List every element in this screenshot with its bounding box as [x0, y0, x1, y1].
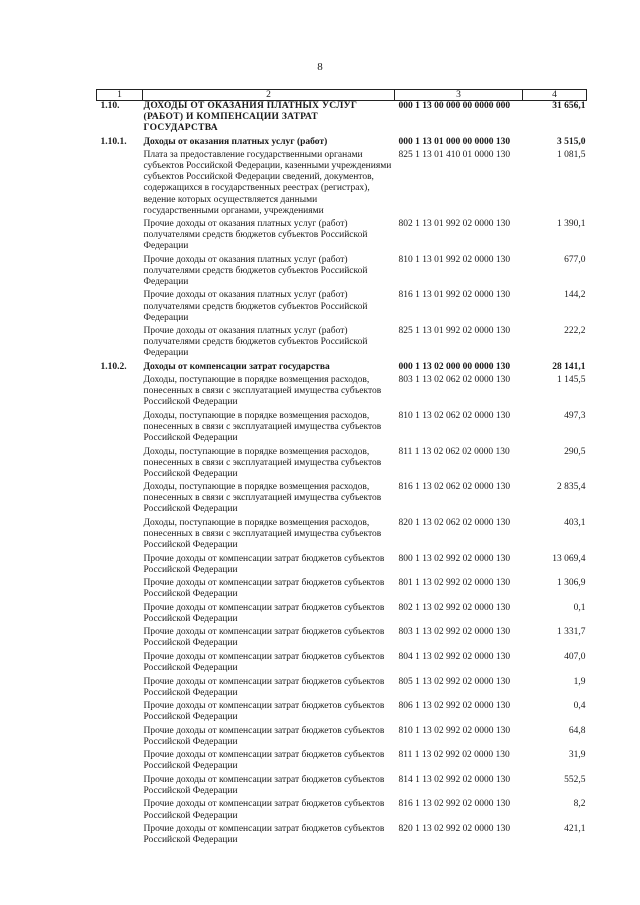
row-value: 1 145,5 [557, 375, 586, 386]
table-row [97, 290, 587, 326]
row-code: 814 1 13 02 992 02 0000 130 [398, 774, 511, 785]
row-number: 1.10.2. [100, 361, 127, 372]
row-code: 810 1 13 02 992 02 0000 130 [398, 725, 511, 736]
row-value: 403,1 [564, 517, 586, 528]
row-number [97, 701, 143, 726]
row-name: Прочие доходы от компенсации затрат бюджетов субъектов Российской Федерации [143, 553, 385, 575]
header-col-2: 2 [143, 90, 395, 101]
table-row [97, 775, 587, 800]
row-code: 816 1 13 02 992 02 0000 130 [398, 799, 511, 810]
row-code: 803 1 13 02 992 02 0000 130 [398, 627, 511, 638]
table-row [97, 652, 587, 677]
header-row [97, 90, 587, 101]
row-name: Доходы от компенсации затрат государства [143, 361, 330, 372]
row-number [97, 652, 143, 677]
row-value: 144,2 [564, 290, 586, 301]
row-number [97, 627, 143, 652]
row-value: 497,3 [564, 410, 586, 421]
row-value: 1,9 [573, 676, 586, 687]
table-row [97, 677, 587, 702]
row-name: Прочие доходы от компенсации затрат бюджетов субъектов Российской Федерации [143, 725, 385, 747]
row-name: ДОХОДЫ ОТ ОКАЗАНИЯ ПЛАТНЫХ УСЛУГ (РАБОТ) И КОМПЕНСАЦИИ ЗАТРАТ ГОСУДАРСТВА [143, 101, 358, 134]
table-row [97, 375, 587, 411]
row-value: 407,0 [564, 651, 586, 662]
table-row [97, 150, 587, 219]
row-name: Прочие доходы от компенсации затрат бюджетов субъектов Российской Федерации [143, 651, 385, 674]
table-header [97, 90, 587, 101]
row-number [97, 375, 143, 411]
row-code: 825 1 13 01 992 02 0000 130 [398, 326, 511, 337]
row-name: Доходы, поступающие в порядке возмещения расходов, понесенных в связи с эксплуатацией имущества субъектов Российской Федерации [143, 482, 382, 515]
table-row [97, 255, 587, 291]
row-name: Доходы от оказания платных услуг (работ) [143, 136, 328, 147]
row-value: 421,1 [564, 824, 586, 834]
header-col-1: 1 [97, 90, 143, 101]
row-value: 1 306,9 [557, 578, 586, 589]
row-code: 000 1 13 01 000 00 0000 130 [398, 136, 511, 147]
table-row [97, 627, 587, 652]
table-row [97, 750, 587, 775]
row-code: 802 1 13 02 992 02 0000 130 [398, 602, 511, 613]
row-name: Плата за предоставление государственными органами субъектов Российской Федерации, казенными учреждениями субъектов Российской Федерации сведений, документов, содержащихся в государственных реестрах (регистрах), ведение которых осуществляется данными государственными органами, учреждениями [143, 150, 392, 216]
table-row [97, 482, 587, 518]
row-number [97, 447, 143, 483]
row-code: 000 1 13 02 000 00 0000 130 [398, 361, 511, 372]
row-value: 13 069,4 [552, 553, 586, 564]
table-row [97, 701, 587, 726]
row-number: 1.10.1. [100, 136, 127, 147]
row-value: 64,8 [568, 725, 586, 736]
row-value: 28 141,1 [552, 361, 586, 372]
table-row [97, 824, 587, 849]
row-value: 8,2 [573, 799, 586, 810]
table-body [97, 101, 587, 849]
row-name: Прочие доходы от компенсации затрат бюджетов субъектов Российской Федерации [143, 701, 385, 723]
row-name: Прочие доходы от компенсации затрат бюджетов субъектов Российской Федерации [143, 602, 385, 624]
row-value: 1 331,7 [557, 627, 586, 638]
row-value: 1 390,1 [557, 219, 586, 230]
row-code: 816 1 13 02 062 02 0000 130 [398, 482, 511, 493]
row-number [97, 411, 143, 447]
row-number [97, 255, 143, 291]
row-value: 677,0 [564, 254, 586, 265]
row-code: 803 1 13 02 062 02 0000 130 [398, 375, 511, 386]
row-code: 820 1 13 02 062 02 0000 130 [398, 517, 511, 528]
row-name: Доходы, поступающие в порядке возмещения расходов, понесенных в связи с эксплуатацией имущества субъектов Российской Федерации [143, 446, 382, 479]
row-name: Прочие доходы от оказания платных услуг (работ) получателями средств бюджетов субъектов Российской Федерации [143, 219, 368, 252]
table-row [97, 726, 587, 751]
row-number [97, 150, 143, 219]
row-name: Прочие доходы от оказания платных услуг (работ) получателями средств бюджетов субъектов Российской Федерации [143, 326, 368, 359]
row-number [97, 518, 143, 554]
header-col-3: 3 [395, 90, 523, 101]
header-col-4: 4 [523, 90, 587, 101]
row-code: 816 1 13 01 992 02 0000 130 [398, 290, 511, 301]
row-name: Доходы, поступающие в порядке возмещения расходов, понесенных в связи с эксплуатацией имущества субъектов Российской Федерации [143, 375, 382, 408]
row-name: Доходы, поступающие в порядке возмещения расходов, понесенных в связи с эксплуатацией имущества субъектов Российской Федерации [143, 517, 382, 551]
row-value: 552,5 [564, 774, 586, 785]
row-number [97, 603, 143, 628]
row-value: 31 656,1 [552, 101, 586, 111]
row-number [97, 677, 143, 702]
row-value: 1 081,5 [557, 150, 586, 161]
row-code: 820 1 13 02 992 02 0000 130 [398, 824, 511, 834]
row-name: Прочие доходы от компенсации затрат бюджетов субъектов Российской Федерации [143, 824, 385, 846]
row-name: Доходы, поступающие в порядке возмещения расходов, понесенных в связи с эксплуатацией имущества субъектов Российской Федерации [143, 410, 382, 444]
row-value: 0,4 [573, 701, 586, 712]
row-value: 222,2 [564, 326, 586, 337]
table-row [97, 799, 587, 824]
revenue-table [96, 89, 587, 849]
row-name: Прочие доходы от компенсации затрат бюджетов субъектов Российской Федерации [143, 774, 385, 796]
table-row [97, 554, 587, 579]
table-row [97, 603, 587, 628]
row-number [97, 554, 143, 579]
row-value: 290,5 [564, 446, 586, 457]
row-code: 811 1 13 02 992 02 0000 130 [398, 750, 510, 761]
row-code: 804 1 13 02 992 02 0000 130 [398, 651, 511, 662]
row-value: 0,1 [573, 602, 586, 613]
row-code: 801 1 13 02 992 02 0000 130 [398, 578, 511, 589]
row-number [97, 578, 143, 603]
row-name: Прочие доходы от компенсации затрат бюджетов субъектов Российской Федерации [143, 627, 385, 649]
row-number [97, 799, 143, 824]
row-number [97, 726, 143, 751]
row-name: Прочие доходы от оказания платных услуг (работ) получателями средств бюджетов субъектов Российской Федерации [143, 254, 368, 287]
page-number: 8 [317, 61, 323, 73]
row-name: Прочие доходы от оказания платных услуг (работ) получателями средств бюджетов субъектов Российской Федерации [143, 290, 368, 323]
row-name: Прочие доходы от компенсации затрат бюджетов субъектов Российской Федерации [143, 799, 385, 821]
table-row [97, 219, 587, 255]
row-code: 806 1 13 02 992 02 0000 130 [398, 701, 511, 712]
table-row [97, 447, 587, 483]
row-code: 802 1 13 01 992 02 0000 130 [398, 219, 511, 230]
row-name: Прочие доходы от компенсации затрат бюджетов субъектов Российской Федерации [143, 750, 385, 772]
table-row [97, 362, 587, 375]
row-number [97, 219, 143, 255]
table-row [97, 518, 587, 554]
table-row [97, 137, 587, 150]
row-value: 3 515,0 [557, 136, 586, 147]
row-number [97, 290, 143, 326]
row-value: 2 835,4 [557, 482, 586, 493]
row-number: 1.10. [100, 101, 120, 111]
row-code: 825 1 13 01 410 01 0000 130 [398, 150, 511, 161]
row-number [97, 775, 143, 800]
row-number [97, 482, 143, 518]
row-value: 31,9 [568, 750, 586, 761]
row-code: 800 1 13 02 992 02 0000 130 [398, 553, 511, 564]
row-name: Прочие доходы от компенсации затрат бюджетов субъектов Российской Федерации [143, 578, 385, 600]
table-row [97, 411, 587, 447]
row-code: 810 1 13 01 992 02 0000 130 [398, 254, 511, 265]
row-code: 805 1 13 02 992 02 0000 130 [398, 676, 511, 687]
table-row [97, 326, 587, 362]
row-code: 810 1 13 02 062 02 0000 130 [398, 410, 511, 421]
row-name: Прочие доходы от компенсации затрат бюджетов субъектов Российской Федерации [143, 676, 385, 698]
row-number [97, 750, 143, 775]
table-row [97, 578, 587, 603]
row-code: 000 1 13 00 000 00 0000 000 [398, 101, 511, 111]
row-number [97, 824, 143, 849]
table-row [97, 101, 587, 137]
row-code: 811 1 13 02 062 02 0000 130 [398, 446, 510, 457]
row-number [97, 326, 143, 362]
